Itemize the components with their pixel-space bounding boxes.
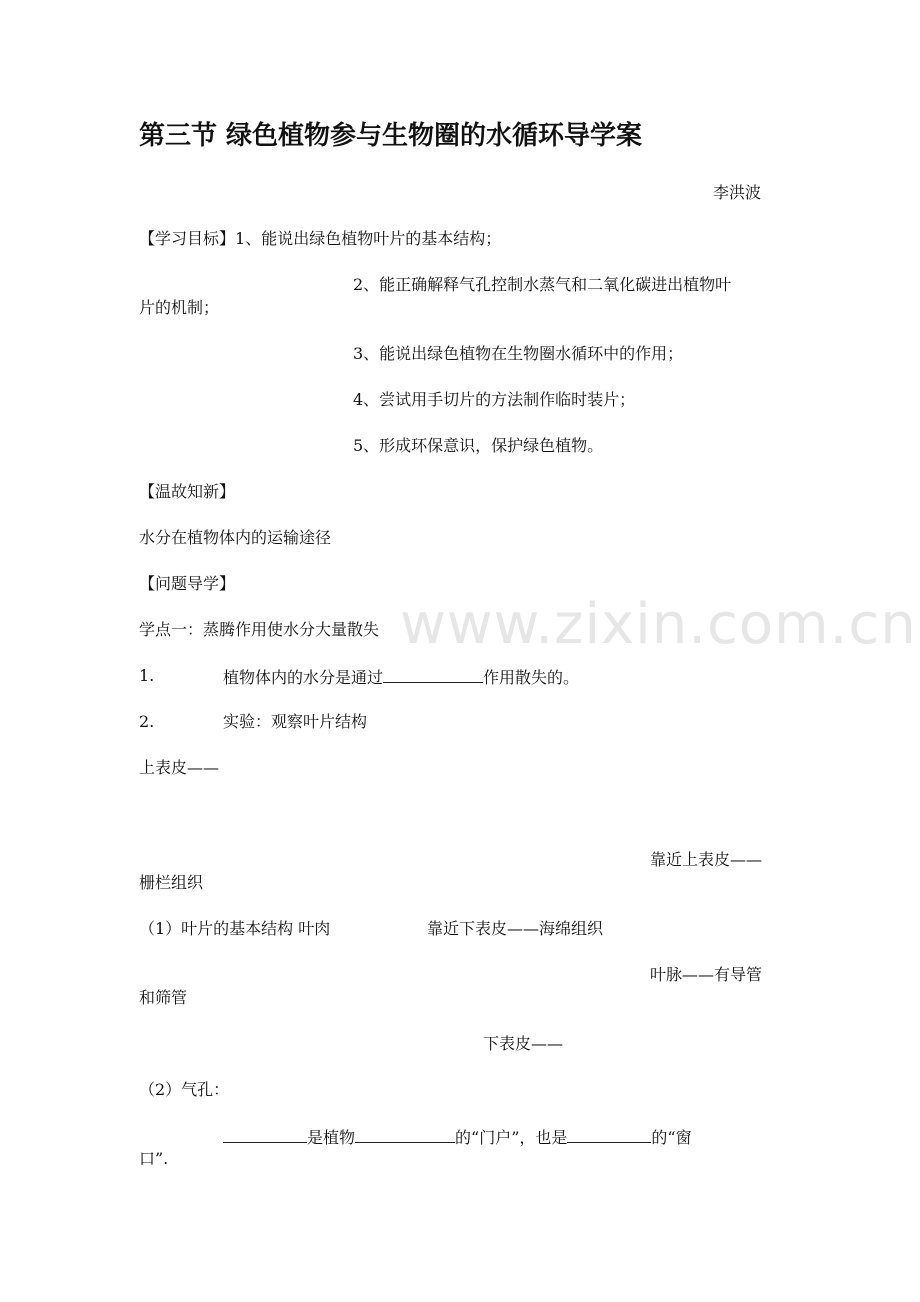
question-1-text-before: 植物体内的水分是通过 — [223, 668, 384, 687]
objective-2: 2、能正确解释气孔控制水蒸气和二氧化碳进出植物叶 — [353, 275, 732, 294]
stomata-text-2: 的“门户”，也是 — [455, 1128, 568, 1147]
objectives-line-1 — [139, 228, 501, 250]
objective-5: 5、形成环保意识，保护绿色植物。 — [353, 436, 604, 455]
fill-blank[interactable] — [223, 1125, 307, 1143]
objective-4: 4、尝试用手切片的方法制作临时装片； — [353, 390, 636, 409]
fill-blank[interactable] — [355, 1125, 455, 1143]
question-1 — [223, 665, 579, 689]
spongy-tissue-label: 靠近下表皮——海绵组织 — [427, 919, 604, 938]
palisade-label: 靠近上表皮—— — [650, 850, 763, 869]
stomata-question-continued: 口”. — [139, 1149, 169, 1168]
vein-label: 叶脉——有导管 — [650, 965, 763, 984]
guide-label: 【问题导学】 — [139, 574, 236, 593]
question-1-text-after: 作用散失的。 — [483, 668, 580, 687]
objective-1: 1、能说出绿色植物叶片的基本结构； — [235, 229, 502, 248]
study-point-1: 学点一：蒸腾作用使水分大量散失 — [139, 620, 380, 639]
upper-epidermis-label: 上表皮—— — [139, 758, 220, 777]
vein-label-continued: 和筛管 — [139, 988, 188, 1007]
stomata-question — [223, 1125, 692, 1149]
review-label: 【温故知新】 — [139, 482, 236, 501]
question-2-text: 实验：观察叶片结构 — [223, 712, 368, 731]
stomata-heading: （2）气孔： — [139, 1080, 230, 1099]
lower-epidermis-label: 下表皮—— — [483, 1034, 564, 1053]
fill-blank[interactable] — [383, 665, 483, 683]
palisade-label-continued: 栅栏组织 — [139, 873, 204, 892]
author-name: 李洪波 — [713, 183, 762, 202]
objective-2-continued: 片的机制； — [139, 298, 220, 317]
objective-3: 3、能说出绿色植物在生物圈水循环中的作用； — [353, 344, 684, 363]
stomata-text-1: 是植物 — [307, 1128, 356, 1147]
fill-blank[interactable] — [567, 1125, 651, 1143]
question-1-number: 1. — [139, 666, 155, 685]
objectives-label: 【学习目标】 — [139, 229, 236, 248]
leaf-structure-heading: （1）叶片的基本结构 叶肉 — [139, 919, 331, 938]
review-text: 水分在植物体内的运输途径 — [139, 528, 332, 547]
stomata-text-3: 的“窗 — [651, 1128, 692, 1147]
watermark: www.zixin.com.cn — [400, 592, 917, 657]
page-title: 第三节 绿色植物参与生物圈的水循环导学案 — [139, 121, 643, 151]
question-2-number: 2. — [139, 712, 155, 731]
